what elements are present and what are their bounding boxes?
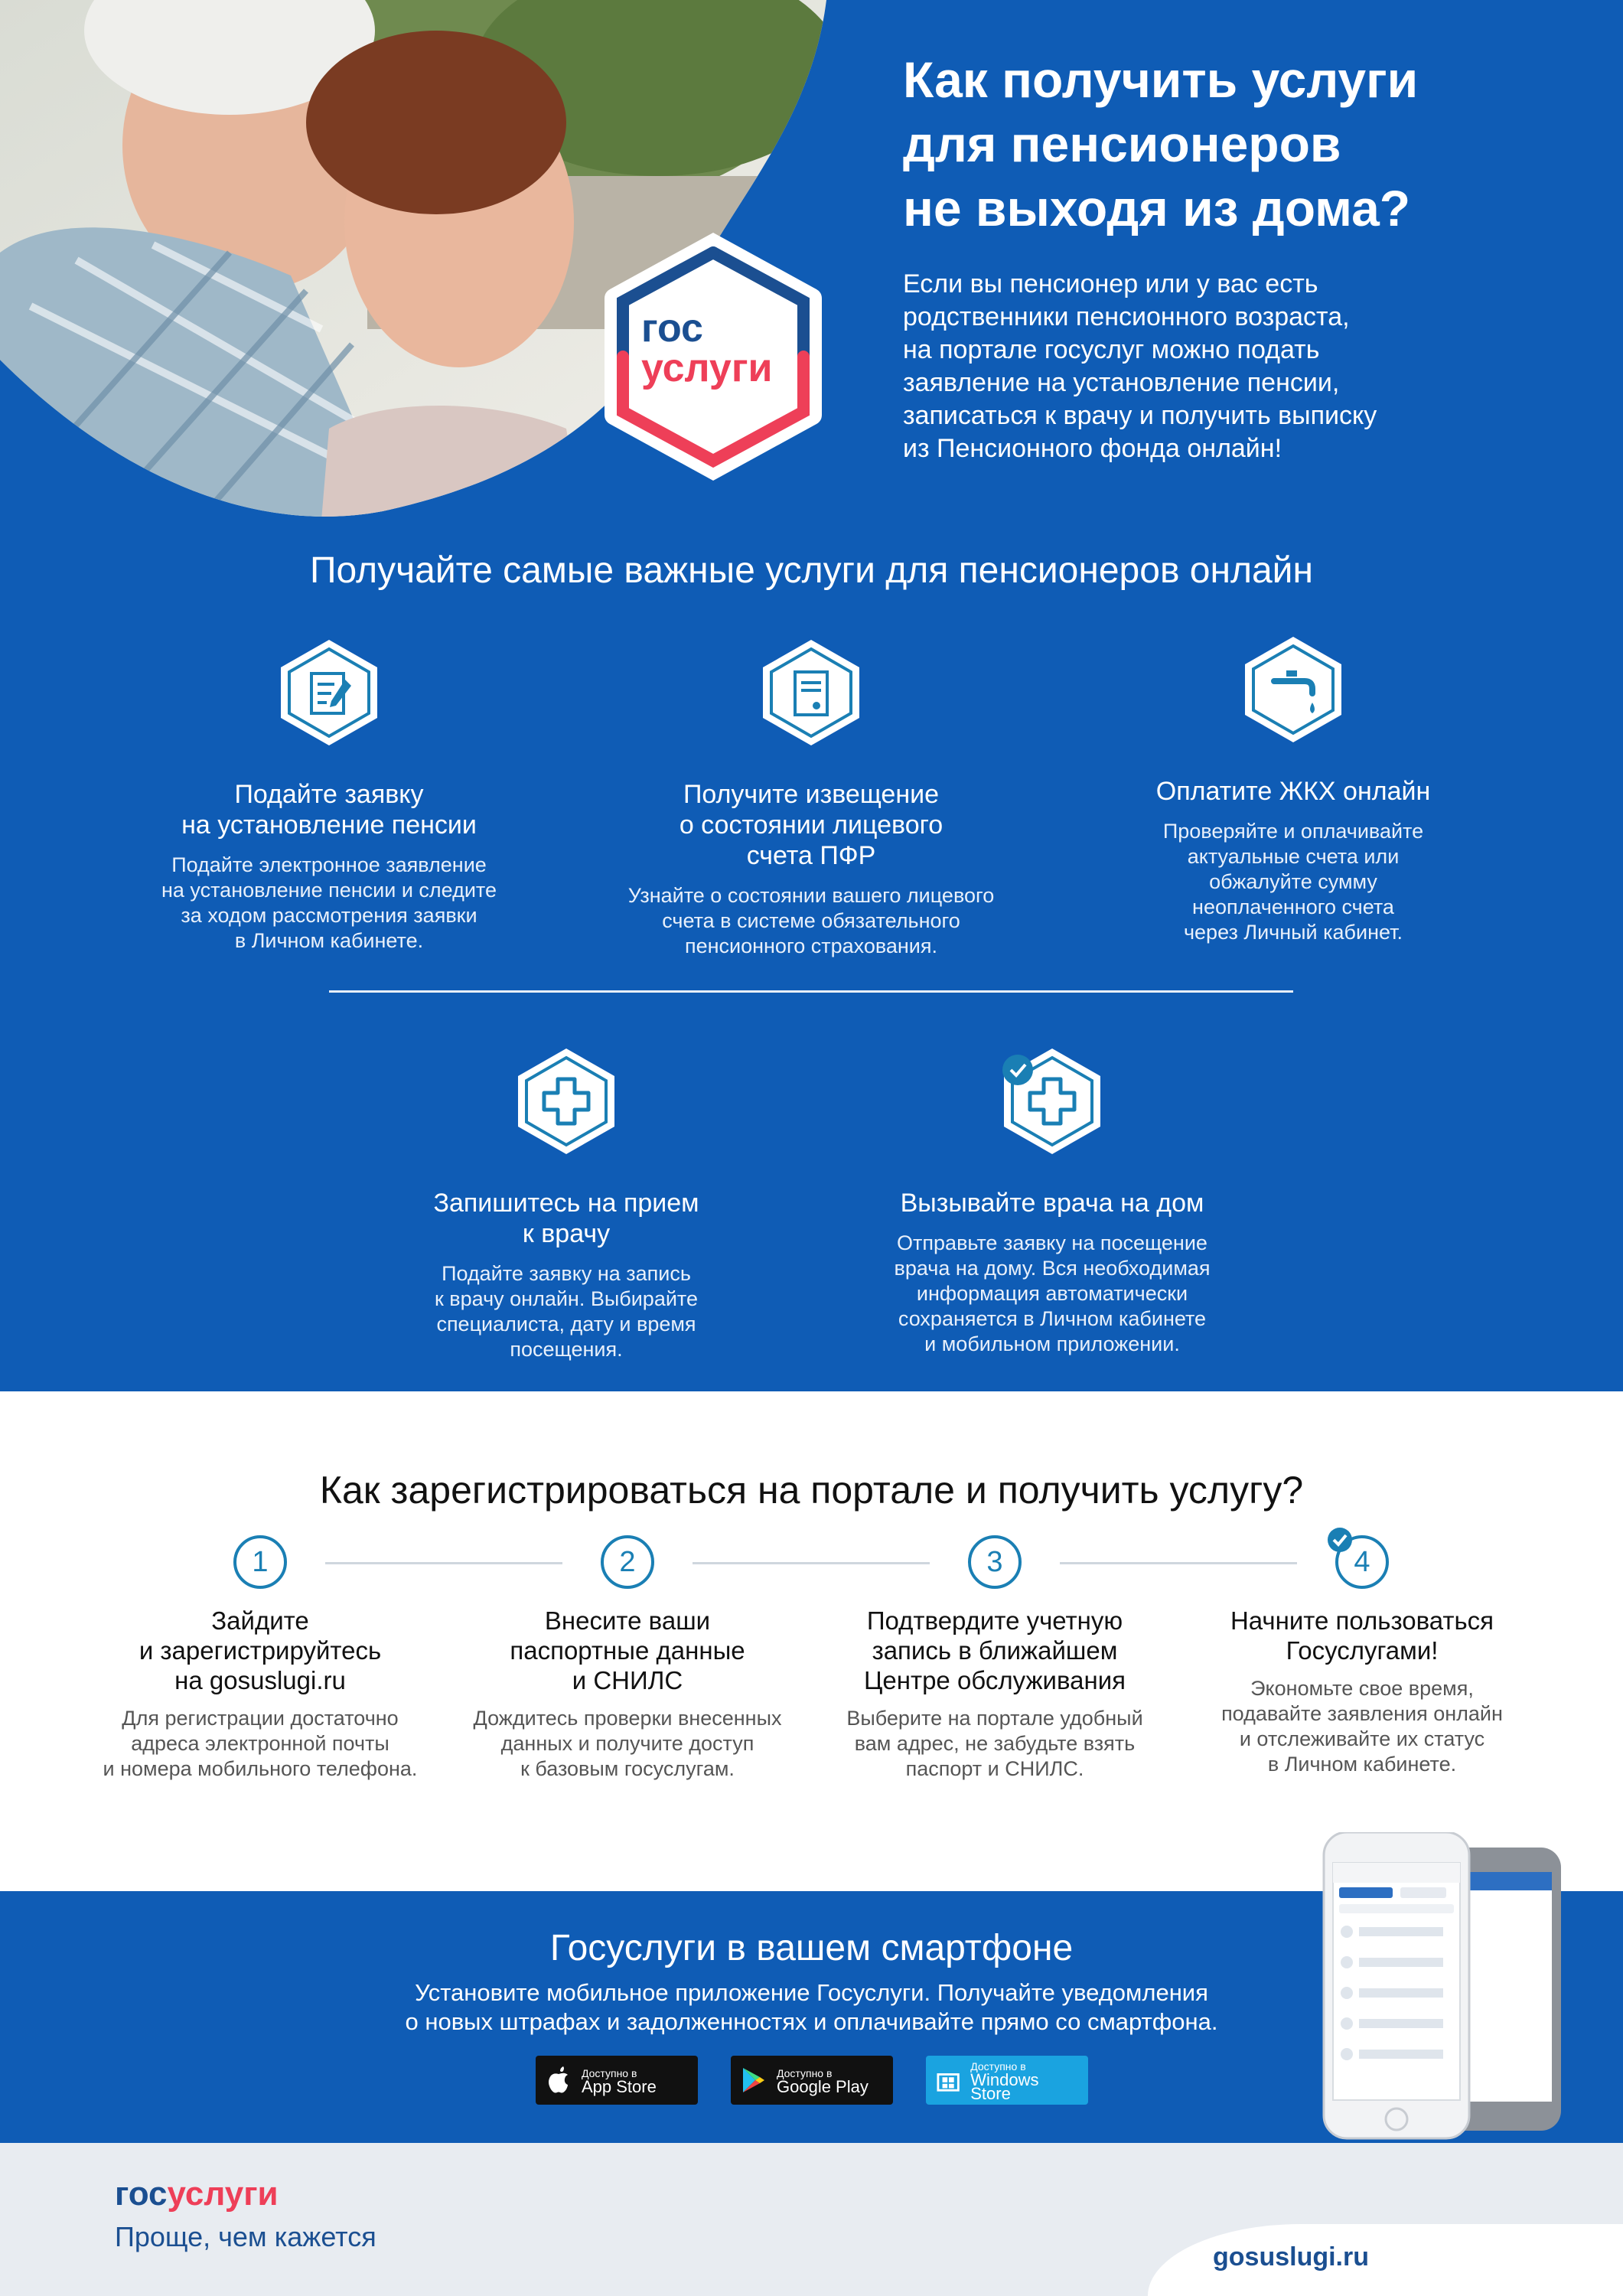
apple-icon	[546, 2066, 571, 2094]
step-number: 1	[233, 1535, 287, 1589]
check-badge-icon	[1326, 1526, 1354, 1554]
step-description: Дождитесь проверки внесенных данных и получите доступ к базовым госуслугам.	[473, 1707, 782, 1780]
service-pension-application	[115, 635, 543, 954]
service-title: Вызывайте врача на дом	[900, 1189, 1204, 1218]
step-description: Для регистрации достаточно адреса электронной почты и номера мобильного телефона.	[103, 1707, 418, 1780]
step-title: Внесите ваши паспортные данные и СНИЛС	[510, 1606, 745, 1694]
registration-step-4	[1182, 1535, 1542, 1777]
step-title: Начните пользоваться Госуслугами!	[1230, 1606, 1494, 1665]
service-title: Оплатите ЖКХ онлайн	[1155, 777, 1431, 806]
medical-cross-icon	[509, 1044, 624, 1159]
step-number: 4	[1335, 1535, 1389, 1589]
service-description: Узнайте о состоянии вашего лицевого счета в системе обязательного пенсионного страхования.	[627, 884, 995, 957]
footer-tagline: Проще, чем кажется	[115, 2221, 376, 2252]
footer-logo: госуслуги	[115, 2175, 279, 2213]
service-doctor-home-visit	[838, 1044, 1266, 1357]
registration-step-2	[448, 1535, 807, 1782]
service-title: Подайте заявку на установление пенсии	[181, 780, 477, 840]
windows-store-button[interactable]: Доступно в Windows Store	[926, 2056, 1088, 2105]
service-description: Проверяйте и оплачивайте актуальные счета или обжалуйте сумму неоплаченного счета через Личный кабинет.	[1162, 820, 1424, 944]
services-heading: Получайте самые важные услуги для пенсионеров онлайн	[310, 550, 1313, 591]
step-number: 3	[968, 1535, 1022, 1589]
step-title: Зайдите и зарегистрируйтесь на gosuslugi.ru	[139, 1606, 382, 1694]
service-description: Подайте электронное заявление на установление пенсии и следите за ходом рассмотрения заявки в Личном кабинете.	[161, 853, 497, 952]
app-store-button[interactable]: Доступно в App Store	[536, 2056, 698, 2105]
google-play-icon	[741, 2066, 766, 2094]
service-title: Получите извещение о состоянии лицевого счета ПФР	[679, 780, 943, 870]
registration-step-3	[815, 1535, 1175, 1782]
service-description: Отправьте заявку на посещение врача на дому. Вся необходимая информация автоматически сохраняется в Личном кабинете и мобильном приложении.	[894, 1231, 1211, 1355]
hero-title: Как получить услуги для пенсионеров не выходя из дома?	[903, 51, 1419, 236]
gosuslugi-hex-logo	[598, 227, 828, 487]
google-play-button[interactable]: Доступно в Google Play	[731, 2056, 893, 2105]
mobile-app-title: Госуслуги в вашем смартфоне	[549, 1928, 1074, 1968]
step-description: Выберите на портале удобный вам адрес, не забудьте взять паспорт и СНИЛС.	[846, 1707, 1143, 1780]
smartphones-illustration	[1316, 1832, 1569, 2154]
step-number: 2	[601, 1535, 654, 1589]
registration-step-1	[80, 1535, 440, 1782]
footer-url-link[interactable]: gosuslugi.ru	[1213, 2242, 1369, 2272]
service-title: Запишитесь на прием к врачу	[433, 1189, 699, 1248]
svg-text:гос: гос	[641, 306, 703, 351]
section-divider	[329, 990, 1293, 993]
registration-heading: Как зарегистрироваться на портале и получить услугу?	[319, 1469, 1304, 1512]
step-description: Экономьте свое время, подавайте заявления онлайн и отслеживайте их статус в Личном кабинете.	[1221, 1677, 1503, 1776]
service-utilities-payment	[1079, 632, 1507, 945]
windows-icon	[937, 2068, 960, 2092]
hero-description: Если вы пенсионер или у вас есть родственники пенсионного возраста, на портале госуслуг можно подать заявление на установление пенсии, записаться к врачу и получить выписку из Пенсионного фонда онлайн!	[903, 269, 1377, 463]
water-tap-icon	[1236, 632, 1351, 747]
service-description: Подайте заявку на запись к врачу онлайн. Выбирайте специалиста, дату и время посещения.	[434, 1262, 698, 1361]
svg-text:услуги: услуги	[641, 346, 773, 390]
medical-cross-check-icon	[995, 1044, 1110, 1159]
step-title: Подтвердите учетную запись в ближайшем Центре обслуживания	[863, 1606, 1126, 1694]
service-doctor-appointment	[352, 1044, 781, 1362]
mobile-app-description: Установите мобильное приложение Госуслуги. Получайте уведомления о новых штрафах и задолженностях и оплачивайте прямо со смартфона.	[405, 1979, 1218, 2035]
document-notice-icon	[754, 635, 869, 750]
document-edit-icon	[272, 635, 386, 750]
service-pfr-account-notice	[597, 635, 1025, 959]
